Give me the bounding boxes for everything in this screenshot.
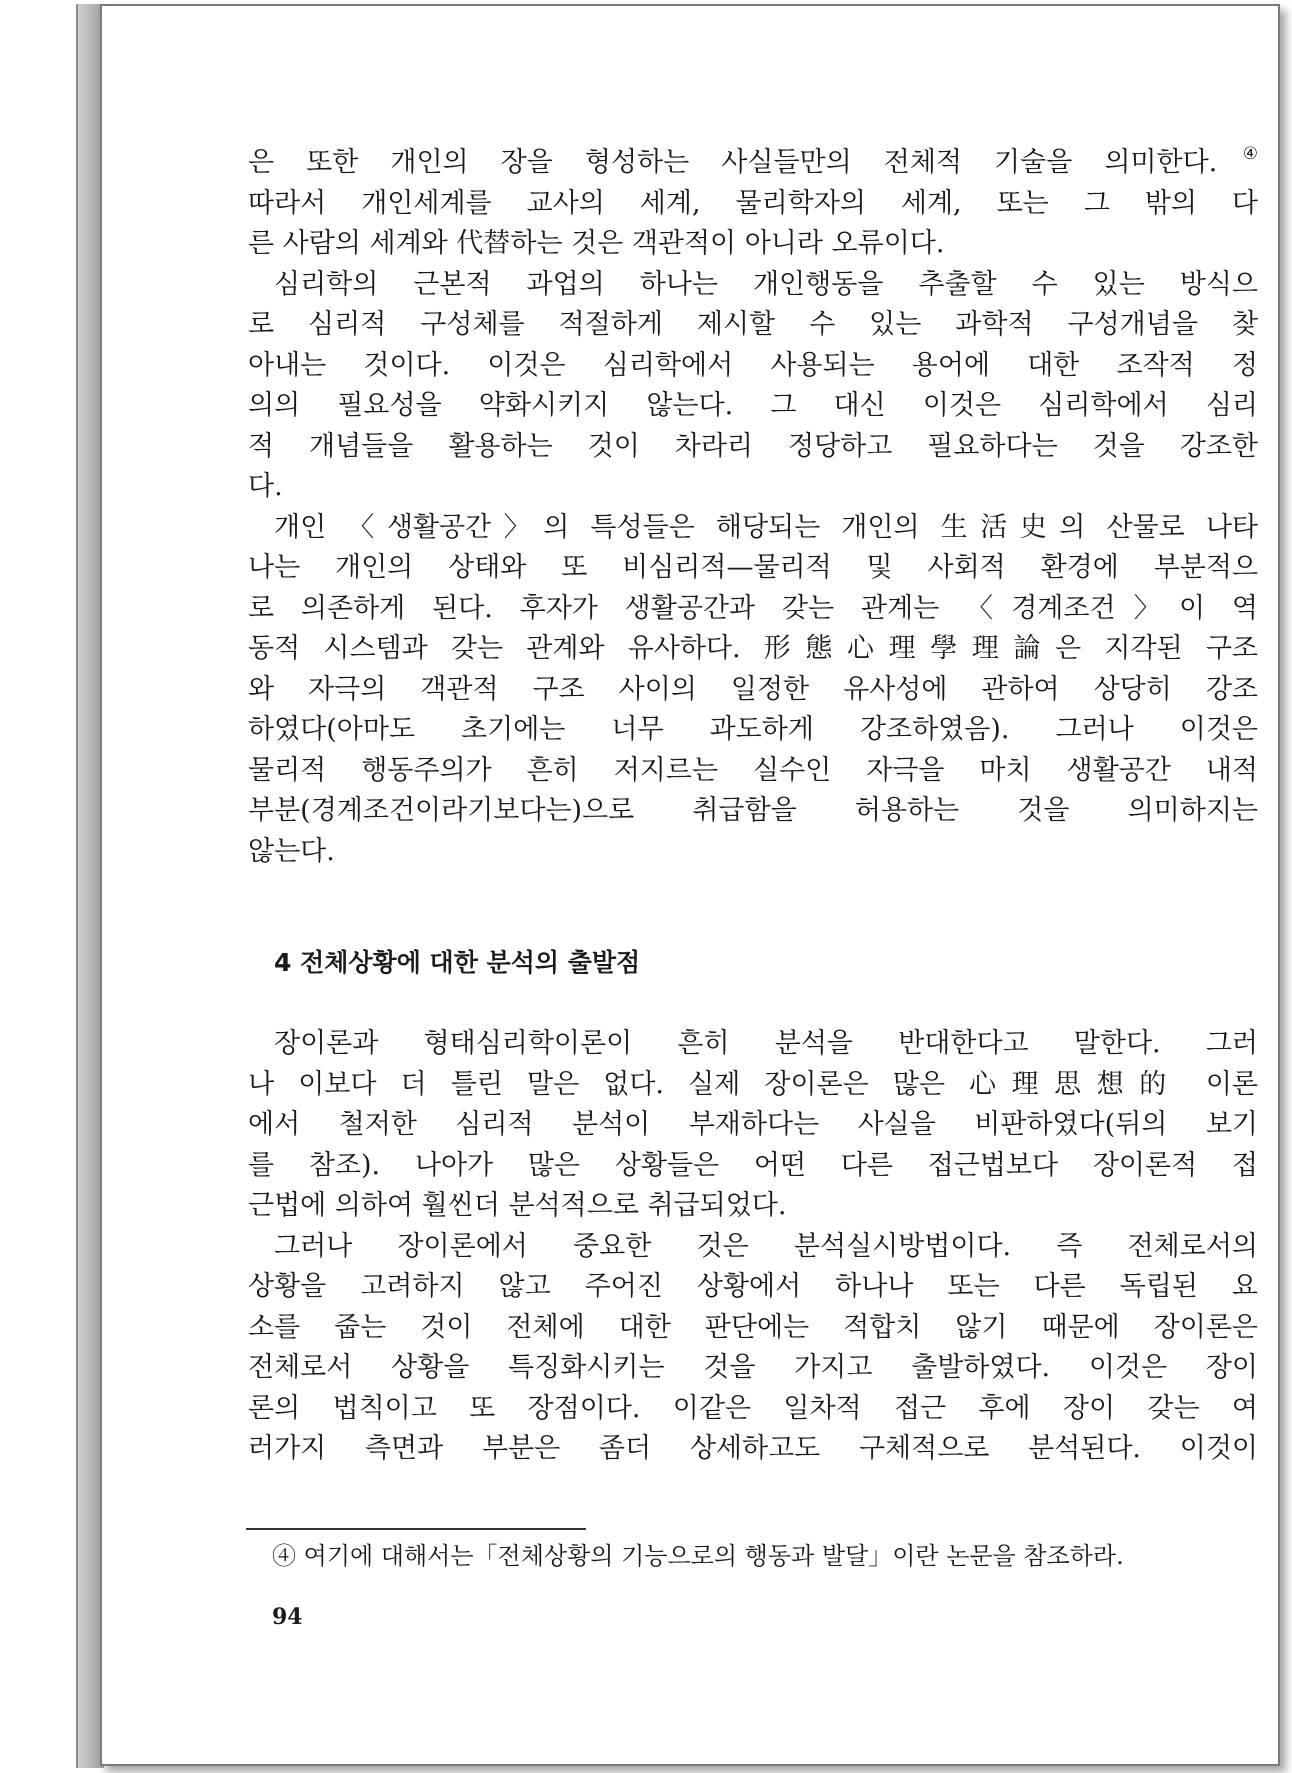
text-line-content: 물리적 행동주의가 흔히 저지르는 실수인 자극을 마치 생활공간 내적 [248, 754, 1258, 786]
text-line-content: 부분(경계조건이라기보다는)으로 취급함을 허용하는 것을 의미하지는 [248, 795, 1258, 826]
text-line-content: 른 사람의 세계와 代替하는 것은 객관적이 아니라 오류이다. [248, 228, 945, 259]
text-line-content: 아내는 것이다. 이것은 심리학에서 사용되는 용어에 대한 조작적 정 [248, 349, 1258, 381]
text-line [248, 751, 1258, 792]
text-line [248, 427, 1258, 468]
text-line [248, 1389, 1258, 1430]
text-line [248, 832, 1258, 873]
text-line [248, 386, 1258, 427]
text-line [248, 134, 1258, 184]
text-line-content: 와 자극의 객관적 구조 사이의 일정한 유사성에 관하여 상당히 강조 [248, 673, 1258, 705]
text-line [248, 1024, 1258, 1065]
text-line-content: 다. [248, 471, 283, 502]
text-line [248, 629, 1258, 670]
text-line-content: 전체로서 상황을 특징화시키는 것을 가지고 출발하였다. 이것은 장이 [248, 1352, 1258, 1383]
text-line-content: 소를 줍는 것이 전체에 대한 판단에는 적합치 않기 때문에 장이론은 [248, 1311, 1258, 1343]
footnote: ④ 여기에 대해서는「전체상황의 기능으로의 행동과 발달」이란 논문을 참조하라. [272, 1542, 1124, 1570]
text-line [248, 548, 1258, 589]
text-line-content: 하였다(아마도 초기에는 너무 과도하게 강조하였음). 그러나 이것은 [248, 714, 1258, 745]
text-line [248, 467, 1258, 508]
text-line-content: 의의 필요성을 약화시키지 않는다. 그 대신 이것은 심리학에서 심리 [248, 390, 1258, 421]
text-line [248, 589, 1258, 630]
text-line [248, 710, 1258, 751]
text-line-content: 심리학의 근본적 과업의 하나는 개인행동을 추출할 수 있는 방식으 [274, 268, 1258, 300]
text-line-content: 론의 법칙이고 또 장점이다. 이같은 일차적 접근 후에 장이 갖는 여 [248, 1392, 1258, 1424]
section-heading: 4 전체상황에 대한 분석의 출발점 [274, 948, 641, 977]
text-line [248, 791, 1258, 832]
text-line-content: 나 이보다 더 틀린 말은 없다. 실제 장이론은 많은 心理思想的 이론 [248, 1068, 1258, 1100]
text-line-content: 동적 시스템과 갖는 관계와 유사하다. 形態心理學理論은 지각된 구조 [248, 633, 1258, 664]
text-line [248, 1267, 1258, 1308]
text-line-content: 장이론과 형태심리학이론이 흔히 분석을 반대한다고 말한다. 그러 [274, 1028, 1258, 1059]
text-line [248, 346, 1258, 387]
text-line [248, 1308, 1258, 1349]
text-line [248, 508, 1258, 549]
text-line [248, 224, 1258, 265]
text-line-content: 따라서 개인세계를 교사의 세계, 물리학자의 세계, 또는 그 밖의 다 [248, 187, 1258, 219]
text-line [248, 1227, 1258, 1268]
text-line [248, 305, 1258, 346]
text-line-content: 나는 개인의 상태와 또 비심리적—물리적 및 사회적 환경에 부분적으 [248, 552, 1258, 583]
section-1-paragraphs [248, 134, 1258, 872]
text-line-content: 를 참조). 나아가 많은 상황들은 어떤 다른 접근법보다 장이론적 접 [248, 1149, 1258, 1181]
text-line [248, 1065, 1258, 1106]
text-line-content: 은 또한 개인의 장을 형성하는 사실들만의 전체적 기술을 의미한다. [248, 147, 1218, 178]
text-line [248, 1429, 1258, 1470]
text-line-content: 근법에 의하여 훨씬더 분석적으로 취급되었다. [248, 1190, 787, 1221]
text-line [248, 1186, 1258, 1227]
text-line-content: 상황을 고려하지 않고 주어진 상황에서 하나나 또는 다른 독립된 요 [248, 1271, 1258, 1302]
section-2-text [248, 1024, 1258, 1470]
text-line [248, 1146, 1258, 1187]
page-number: 94 [272, 1604, 303, 1630]
text-line [248, 670, 1258, 711]
text-line-content: 로 심리적 구성체를 적절하게 제시할 수 있는 과학적 구성개념을 찾 [248, 309, 1258, 340]
text-line [248, 1105, 1258, 1146]
section-1-text [248, 134, 1258, 872]
text-line [248, 184, 1258, 225]
text-line-content: 않는다. [248, 835, 335, 867]
text-line [248, 1348, 1258, 1389]
footnote-divider [246, 1528, 586, 1530]
text-line-content: 그러나 장이론에서 중요한 것은 분석실시방법이다. 즉 전체로서의 [274, 1230, 1258, 1262]
text-line-content: 적 개념들을 활용하는 것이 차라리 정당하고 필요하다는 것을 강조한 [248, 430, 1258, 462]
text-line-content: 러가지 측면과 부분은 좀더 상세하고도 구체적으로 분석된다. 이것이 [248, 1433, 1258, 1464]
text-line-content: 에서 철저한 심리적 분석이 부재하다는 사실을 비판하였다(뒤의 보기 [248, 1109, 1258, 1140]
section-2-paragraphs [248, 1024, 1258, 1470]
text-line-content: 개인 〈생활공간〉의 특성들은 해당되는 개인의 生活史의 산물로 나타 [274, 511, 1258, 543]
footnote-reference-mark: ④ [1219, 144, 1258, 164]
text-line-content: 로 의존하게 된다. 후자가 생활공간과 갖는 관계는 〈경계조건〉이 역 [248, 592, 1258, 624]
text-line [248, 265, 1258, 306]
